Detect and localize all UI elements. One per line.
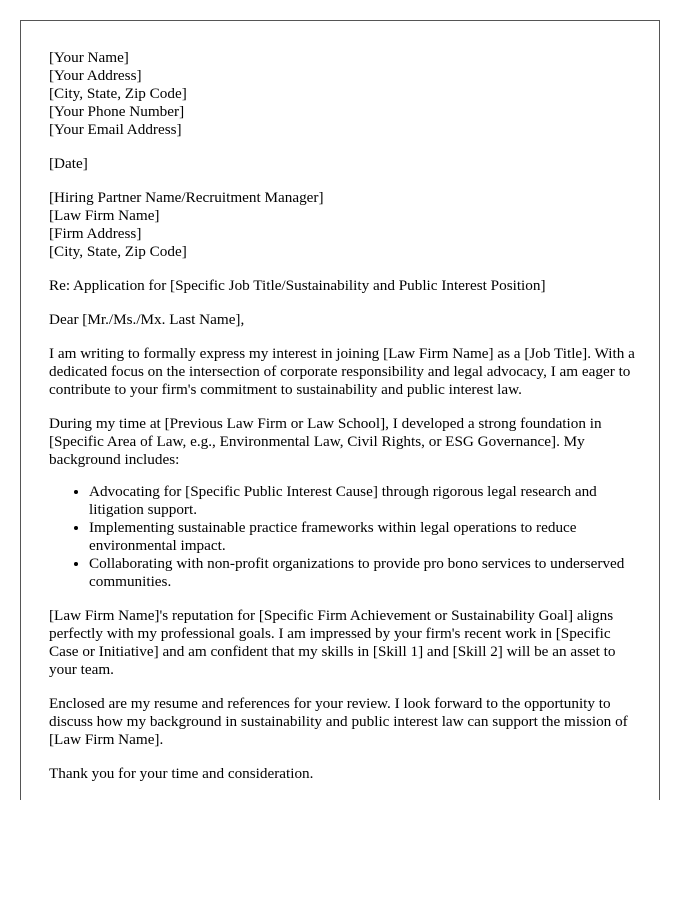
sender-address: [Your Address] [49,67,142,84]
thanks-paragraph: Thank you for your time and consideration. [49,765,314,782]
recipient-firm-address: [Firm Address] [49,225,142,242]
recipient-firm-name: [Law Firm Name] [49,207,160,224]
enclosed-paragraph: Enclosed are my resume and references for your review. I look forward to the opportunity to discuss how my background in sustainability and public interest law can support the mission of [Law Firm Name]. [49,695,628,748]
sender-city-state-zip: [City, State, Zip Code] [49,85,187,102]
date-block [49,155,639,173]
list-item: • Implementing sustainable practice frameworks within legal operations to reduce environmental impact. [89,519,639,555]
sender-block [49,49,639,139]
letter-content [49,49,639,799]
subject-line: Re: Application for [Specific Job Title/Sustainability and Public Interest Position] [49,277,546,294]
letter-date: [Date] [49,155,88,172]
background-list [49,483,639,591]
intro-paragraph: I am writing to formally express my interest in joining [Law Firm Name] as a [Job Title]. With a dedicated focus on the intersection of corporate responsibility and legal advocacy, I am eager to contribute to your firm's commitment to sustainability and public interest law. [49,345,635,398]
sender-email: [Your Email Address] [49,121,182,138]
letter-page [20,20,660,800]
reputation-paragraph: [Law Firm Name]'s reputation for [Specific Firm Achievement or Sustainability Goal] aligns perfectly with my professional goals. I am impressed by your firm's recent work in [Specific Case or Initiative] and am confident that my skills in [Skill 1] and [Skill 2] will be an asset to your team. [49,607,616,678]
salutation: Dear [Mr./Ms./Mx. Last Name], [49,311,245,328]
sender-phone: [Your Phone Number] [49,103,185,120]
recipient-city-state-zip: [City, State, Zip Code] [49,243,187,260]
list-item: • Advocating for [Specific Public Interest Cause] through rigorous legal research and litigation support. [89,483,639,519]
sender-name: [Your Name] [49,49,129,66]
recipient-block [49,189,639,261]
background-paragraph: During my time at [Previous Law Firm or Law School], I developed a strong foundation in [Specific Area of Law, e.g., Environmental Law, Civil Rights, or ESG Governance]. My background includes: [49,415,602,468]
list-item: • Collaborating with non-profit organizations to provide pro bono services to underserved communities. [89,555,639,591]
recipient-name: [Hiring Partner Name/Recruitment Manager] [49,189,324,206]
